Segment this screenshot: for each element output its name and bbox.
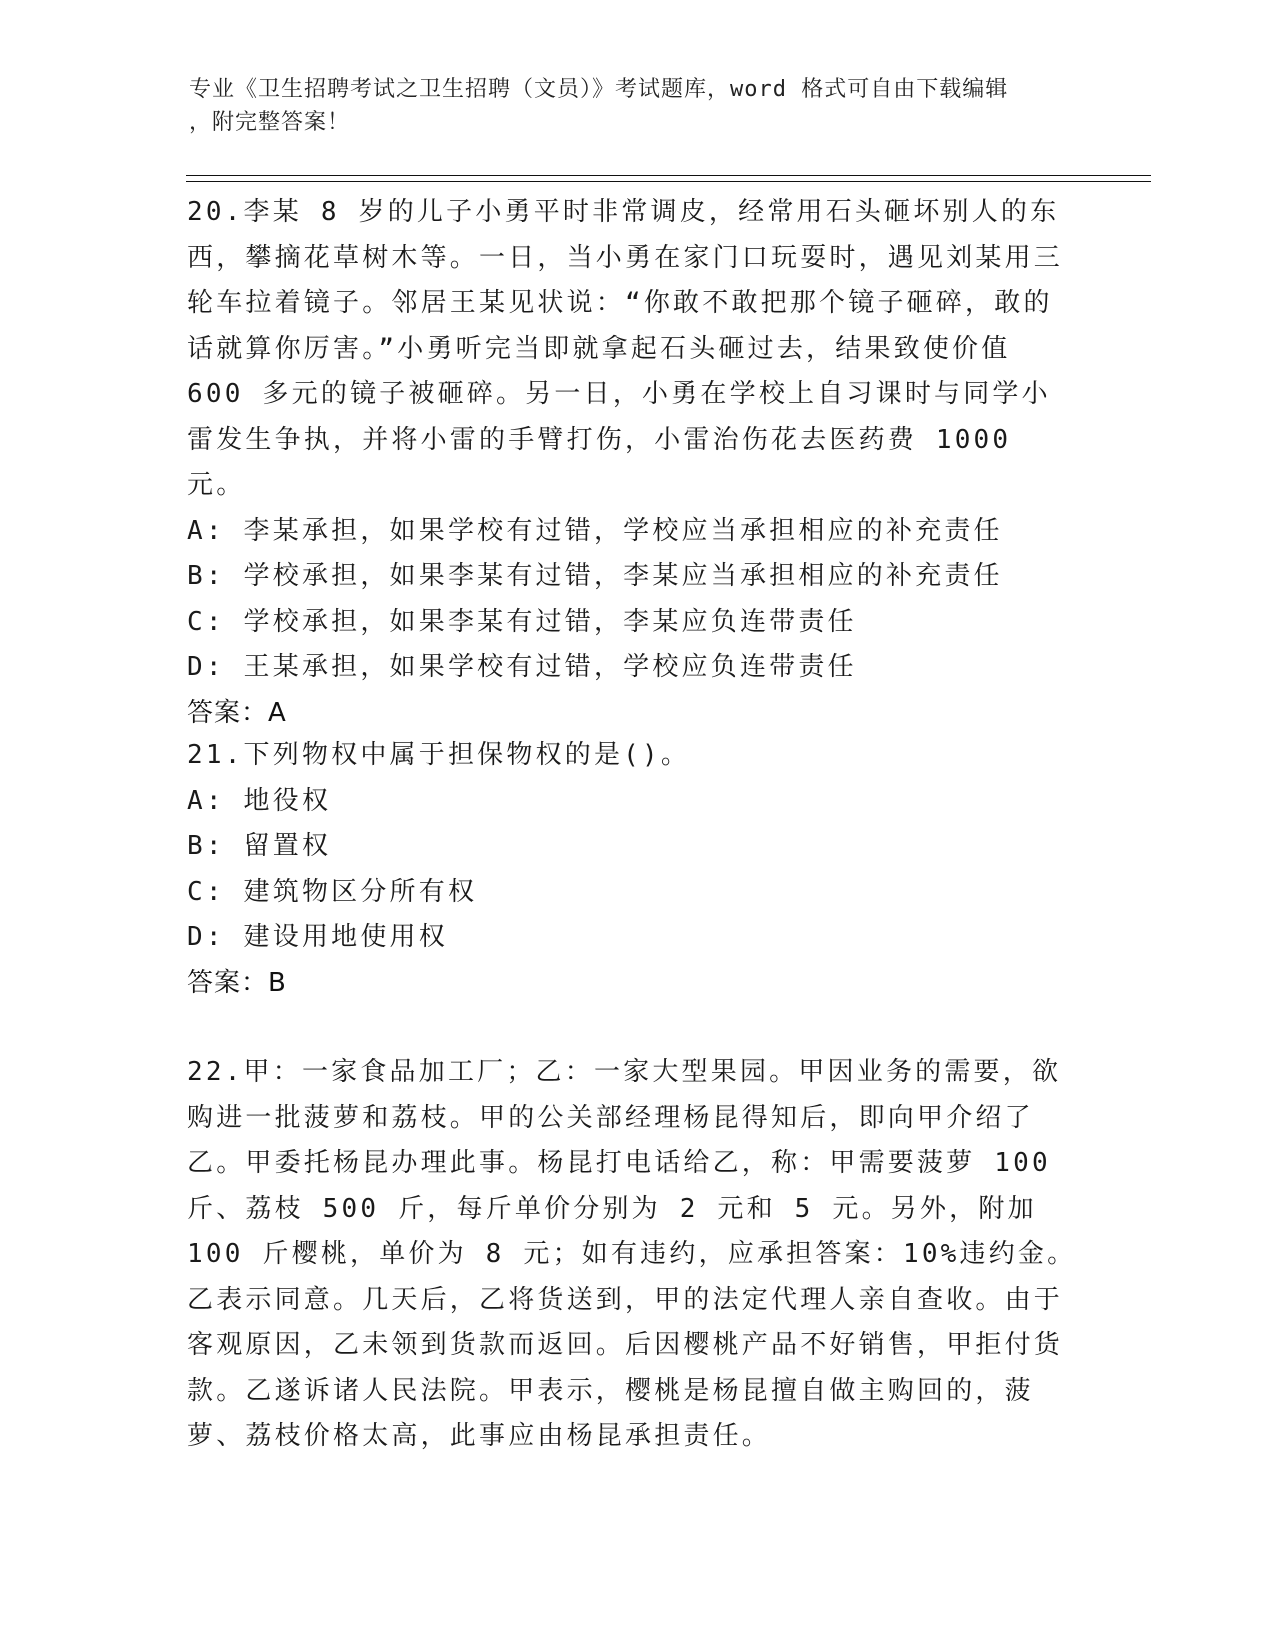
- header-divider-bottom: [186, 181, 1151, 182]
- question-stem: 21.下列物权中属于担保物权的是()。: [187, 740, 691, 770]
- option-c: C: 学校承担，如果李某有过错，李某应负连带责任: [187, 606, 857, 637]
- answer: 答案：A: [187, 697, 287, 728]
- question-stem: 22.甲：一家食品加工厂；乙：一家大型果园。甲因业务的需要，欲购进一批菠萝和荔枝。甲的公关部经理杨昆得知后，即向甲介绍了乙。甲委托杨昆办理此事。杨昆打电话给乙，称：甲需要菠萝 100 斤、荔枝 500 斤，每斤单价分别为 2 元和 5 元。另外，附加 100 斤樱桃，单价为 8 元；如有违约，应承担答案：10%违约金。乙表示同意。几天后，乙将货送到，甲的法定代理人亲自查收。由于客观原因，乙未领到货款而返回。后因樱桃产品不好销售，甲拒付货款。乙遂诉诸人民法院。甲表示，樱桃是杨昆擅自做主购回的，菠萝、荔枝价格太高，此事应由杨昆承担责任。: [187, 1057, 1077, 1451]
- header-line-2: ，附完整答案！: [189, 110, 351, 135]
- header-divider-top: [186, 175, 1151, 176]
- option-a: A: 地役权: [187, 785, 332, 816]
- question-21: [187, 733, 1077, 1006]
- option-d: D: 建设用地使用权: [187, 922, 448, 952]
- question-20: [187, 190, 1077, 736]
- header-line-1: 专业《卫生招聘考试之卫生招聘（文员）》考试题库，word 格式可自由下载编辑: [189, 77, 1009, 102]
- question-stem: 20.李某 8 岁的儿子小勇平时非常调皮，经常用石头砸坏别人的东西，攀摘花草树木等。一日，当小勇在家门口玩耍时，遇见刘某用三轮车拉着镜子。邻居王某见状说：“你敢不敢把那个镜子砸碎，敢的话就算你厉害。”小勇听完当即就拿起石头砸过去，结果致使价值 600 多元的镜子被砸碎。另一日，小勇在学校上自习课时与同学小雷发生争执，并将小雷的手臂打伤，小雷治伤花去医药费 1000 元。: [187, 197, 1064, 500]
- option-d: D: 王某承担，如果学校有过错，学校应负连带责任: [187, 652, 857, 682]
- answer: 答案：B: [187, 967, 287, 998]
- option-b: B: 留置权: [187, 831, 332, 861]
- option-c: C: 建筑物区分所有权: [187, 876, 478, 907]
- page-header: [189, 73, 1089, 139]
- question-22: [187, 1050, 1077, 1460]
- option-a: A: 李某承担，如果学校有过错，学校应当承担相应的补充责任: [187, 515, 1003, 546]
- option-b: B: 学校承担，如果李某有过错，李某应当承担相应的补充责任: [187, 561, 1003, 591]
